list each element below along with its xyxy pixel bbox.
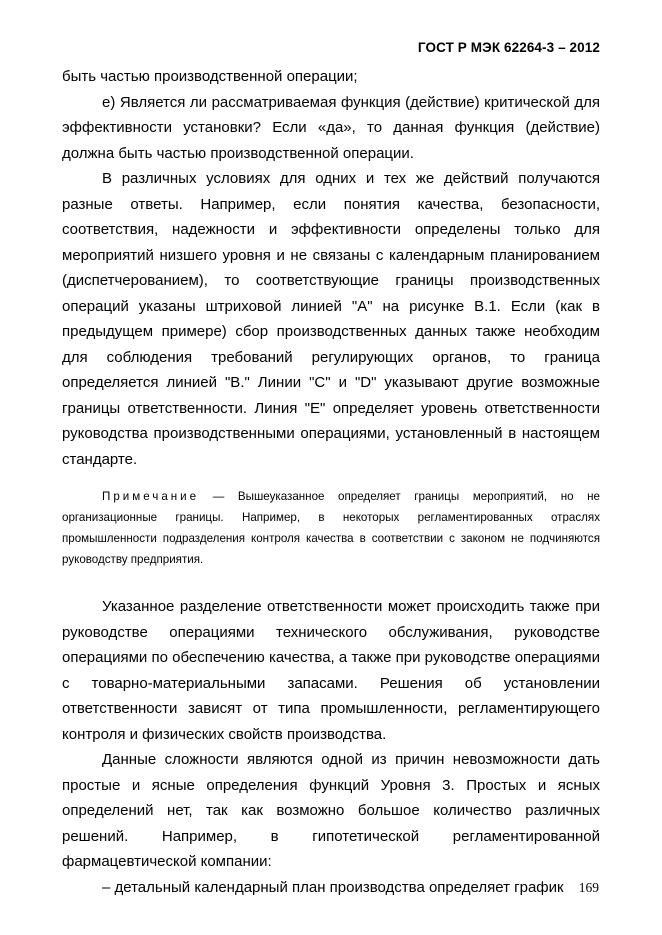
page-number: 169 — [578, 880, 599, 895]
paragraph-boundaries: В различных условиях для одних и тех же действий получаются разные ответы. Например, если понятия качества, безопасности, соответствия, надежности и эффективности определены только для мероприятий низшего уровня и не связаны с календарным планированием (диспетчерованием), то соответствующие границы производственных операций указаны штриховой линией "А" на рисунке В.1. Если (как в предыдущем примере) сбор производственных данных также необходим для соблюдения требований регулирующих органов, то граница определяется линией "В." Линии "С" и "D" указывают другие возможные границы ответственности. Линия "Е" определяет уровень ответственности руководства производственными операциями, установленный в настоящем стандарте. — [62, 170, 600, 468]
paragraph-complexity: Данные сложности являются одной из причин невозможности дать простые и ясные определения функций Уровня 3. Простых и ясных определений нет, так как возможно большое количество различных решений. Например, в гипотетической регламентированной фармацевтической компании: — [62, 751, 600, 870]
note-text: — Вышеуказанное определяет границы мероприятий, но не организационные границы. Например, в некоторых регламентированных отраслях промышленности подразделения контроля качества в соответствии с законом не подчиняются руководству предприятия. — [62, 490, 600, 566]
note-block — [62, 486, 600, 570]
paragraph-item-e: е) Является ли рассматриваемая функция (действие) критической для эффективности установки? Если «да», то данная функция (действие) должна быть частью производственной операции. — [62, 93, 600, 162]
page-body — [62, 64, 600, 900]
note-label: Примечание — [102, 490, 200, 503]
paragraph-continuation: быть частью производственной операции; — [62, 68, 358, 85]
paragraph-responsibility: Указанное разделение ответственности может происходить также при руководстве операциями технического обслуживания, руководстве операциями по обеспечению качества, а также при руководстве операциями с товарно-материальными запасами. Решения об установлении ответственности зависят от типа промышленности, регламентирующего контроля и физических свойств производства. — [62, 598, 600, 743]
running-header: ГОСТ Р МЭК 62264-3 – 2012 — [417, 40, 600, 55]
list-item: – детальный календарный план производства определяет график — [102, 878, 564, 896]
